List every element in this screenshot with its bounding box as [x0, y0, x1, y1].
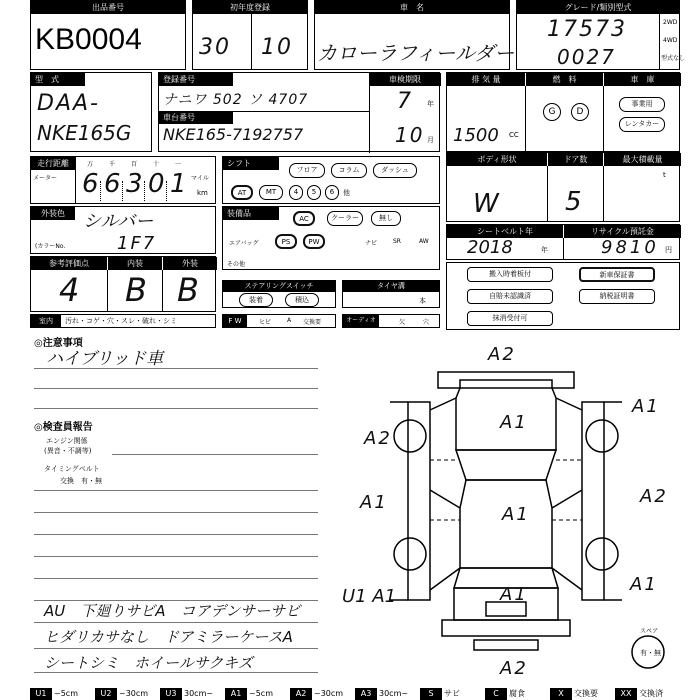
- legend-code: A3: [355, 688, 377, 700]
- car-name-box: [314, 0, 515, 70]
- inspector-engine: エンジン関係: [46, 437, 88, 445]
- inspector-title: ◎検査員報告: [34, 422, 93, 433]
- diagram-windshield: [456, 450, 556, 480]
- chassis-label: 車台番号: [159, 111, 233, 124]
- color-code-label: (カラーNo.: [35, 243, 66, 250]
- score-overall-label: 参考評価点: [31, 257, 107, 270]
- score-exterior-label: 外装: [162, 257, 217, 270]
- inspector-line-3: シートシミ ホイールサクキズ: [44, 654, 253, 672]
- legend-code: A1: [225, 688, 247, 700]
- equip-pw: PW: [303, 234, 325, 249]
- equip-cooler: クーラー: [327, 211, 363, 226]
- seatbelt-box: [446, 224, 680, 260]
- doc-cancel: 抹消受付可: [467, 311, 553, 326]
- shift-other: 他: [343, 189, 350, 197]
- inspector-line-2: ヒダリカサなし ドアミラーケースA: [44, 628, 293, 646]
- equip-sr: SR: [393, 238, 401, 245]
- color-label: 外装色: [31, 207, 75, 220]
- tire-unit: 本: [419, 297, 426, 305]
- registration-box: [158, 72, 440, 152]
- fuel-g: G: [543, 103, 561, 121]
- shift-label: シフト: [223, 157, 279, 170]
- fw-row-label: F W: [223, 315, 247, 327]
- legend-code: C: [485, 688, 507, 700]
- model-line2: NKE165G: [37, 121, 132, 145]
- first-registration-label: 初年度登録: [193, 1, 307, 14]
- fuel-d: D: [571, 103, 589, 121]
- mark-fl: A2: [364, 428, 392, 449]
- audio-row-hole: 穴: [423, 319, 430, 326]
- equipment-box: [222, 206, 440, 270]
- score-interior-label: 内装: [107, 257, 162, 270]
- mark-fr: A1: [632, 396, 660, 417]
- mark-front: A2: [488, 344, 516, 365]
- interior-row-label: 室内: [31, 315, 61, 327]
- fw-row-crack: ヒビ: [259, 319, 272, 326]
- color-value: シルバー: [83, 211, 154, 232]
- lot-number-box: [30, 0, 186, 70]
- legend-code: XX: [615, 688, 637, 700]
- score-overall: 4: [59, 271, 82, 309]
- grade-line1: 17573: [547, 17, 627, 42]
- mileage-unit-mile: マイル: [191, 175, 209, 182]
- legend-code: U3: [160, 688, 182, 700]
- spare-options: 有・無: [640, 649, 661, 657]
- legend-desc: 30cm~: [379, 689, 409, 698]
- first-registration-year: 30: [199, 35, 231, 60]
- legend-code: A2: [290, 688, 312, 700]
- mileage-unit-km: km: [197, 189, 208, 197]
- displacement-label: 排 気 量: [447, 73, 525, 86]
- legend-desc: 交換要: [574, 689, 598, 698]
- capacity-unit: t: [663, 171, 666, 179]
- displacement-value: 1500: [453, 125, 499, 146]
- seatbelt-unit: 年: [541, 246, 548, 254]
- body-type-label: ボディ形状: [447, 153, 547, 166]
- recycle-unit: 円: [665, 246, 672, 254]
- inspection-month-mark: 月: [427, 136, 434, 144]
- drive-2wd: 2WD: [663, 19, 678, 26]
- mileage-box: [30, 156, 216, 204]
- audio-row: [342, 314, 440, 328]
- mileage-unit-label: 千: [109, 161, 116, 168]
- diagram-wheel-fl: [394, 420, 426, 452]
- fuel-label: 燃 料: [525, 73, 603, 86]
- inspector-timing-sub: 交換 有・無: [60, 477, 102, 485]
- steering-box: [222, 280, 336, 308]
- drive-none: 型式なし: [661, 55, 686, 62]
- mileage-digit: 6: [82, 169, 99, 199]
- diagram-front-bumper: [438, 372, 574, 388]
- legend-desc: 30cm~: [184, 689, 214, 698]
- grade-label: グレード/類別型式: [517, 1, 679, 14]
- equip-navi: ナビ: [365, 240, 378, 247]
- docs-box: [446, 262, 680, 330]
- recycle-value: 9810: [601, 237, 659, 258]
- car-name-label: 車 名: [315, 1, 509, 14]
- legend-desc: サビ: [444, 689, 460, 698]
- doc-insurance: 自賠未認識済: [467, 289, 553, 304]
- mileage-digit: 6: [104, 169, 121, 199]
- color-code: 1F7: [117, 233, 157, 254]
- mark-trunk: A1: [500, 584, 528, 605]
- model-label: 型 式: [31, 73, 85, 86]
- shift-mt: MT: [259, 185, 283, 200]
- category-rental: レンタカー: [619, 117, 665, 132]
- equip-ac: AC: [293, 211, 315, 226]
- legend-bar: [30, 688, 680, 700]
- legend-desc: ~5cm: [54, 689, 78, 698]
- fw-row-a: A: [287, 317, 292, 324]
- mileage-unit-label: 百: [131, 161, 138, 168]
- capacity-label: 最大積載量: [603, 153, 681, 166]
- steering-fitted: 装着: [239, 293, 273, 307]
- registration-value: ナニワ 502 ソ 4707: [163, 92, 309, 108]
- displacement-box: [446, 72, 680, 152]
- mileage-label: 走行距離: [31, 157, 75, 170]
- inspection-label: 車検期限: [369, 73, 441, 86]
- seatbelt-label: シートベルト年: [447, 225, 563, 238]
- doc-plate: 搬入時着板付: [467, 267, 553, 282]
- mark-rear-right: A1: [630, 574, 658, 595]
- body-type-value: W: [473, 189, 501, 219]
- notes-title: ◎注意事項: [34, 338, 83, 349]
- mark-rside: A2: [640, 486, 668, 507]
- doc-warranty: 新車保証書: [579, 267, 655, 282]
- equip-ps: PS: [275, 234, 297, 249]
- mark-roof: A1: [502, 504, 530, 525]
- mark-hood: A1: [500, 412, 528, 433]
- color-box: [30, 206, 216, 254]
- audio-row-label: オーディオ: [343, 315, 379, 327]
- legend-code: U2: [95, 688, 117, 700]
- shift-floor: フロア: [289, 163, 325, 178]
- lot-number-label: 出品番号: [31, 1, 185, 14]
- mileage-digit: 3: [126, 169, 143, 199]
- diagram-wheel-fr: [586, 420, 618, 452]
- legend-code: U1: [30, 688, 52, 700]
- mileage-digit: 0: [148, 169, 165, 199]
- body-box: [446, 152, 680, 222]
- grade-box: [516, 0, 686, 70]
- mileage-unit-label: 十: [153, 161, 160, 168]
- inspection-month: 10: [395, 123, 425, 147]
- diagram-wheel-rl: [394, 538, 426, 570]
- mileage-unit-label: 万: [87, 161, 94, 168]
- model-line1: DAA-: [37, 91, 100, 116]
- grade-line2: 0027: [557, 45, 616, 69]
- inspection-year: 7: [397, 89, 413, 114]
- legend-code: S: [420, 688, 442, 700]
- equip-other: その他: [227, 261, 246, 268]
- inspector-engine-sub: (異音・不調等): [44, 447, 92, 455]
- mark-rear-bumper: A2: [500, 658, 528, 679]
- tire-label: タイヤ溝: [343, 281, 439, 292]
- legend-desc: ~30cm: [119, 689, 149, 698]
- score-exterior: B: [177, 271, 201, 309]
- mileage-digit: 1: [170, 169, 187, 199]
- steering-loaded: 積込: [285, 293, 319, 307]
- shift-4: 4: [289, 185, 303, 200]
- steering-label: ステアリングスイッチ: [223, 281, 335, 292]
- seatbelt-value: 2018: [467, 237, 513, 258]
- legend-code: X: [550, 688, 572, 700]
- displacement-unit: CC: [509, 131, 519, 139]
- inspector-timing: タイミングベルト: [44, 465, 100, 473]
- tire-box: [342, 280, 440, 308]
- mark-lside: A1: [360, 492, 388, 513]
- doc-tax: 納税証明書: [579, 289, 655, 304]
- interior-row-items: 汚れ・コゲ・穴・スレ・破れ・シミ: [65, 317, 177, 325]
- shift-column: コラム: [331, 163, 367, 178]
- score-box: [30, 256, 216, 312]
- interior-row: [30, 314, 216, 328]
- first-registration-month: 10: [261, 35, 293, 60]
- drive-4wd: 4WD: [663, 37, 678, 44]
- legend-desc: 腐食: [509, 689, 525, 698]
- first-registration-box: [192, 0, 308, 70]
- legend-desc: ~5cm: [249, 689, 273, 698]
- lot-number-value: KB0004: [35, 23, 142, 56]
- category-label: 車 庫: [603, 73, 681, 86]
- shift-box: [222, 156, 440, 204]
- diagram-rear-bumper: [442, 620, 570, 636]
- diagram-wheel-rr: [586, 538, 618, 570]
- equip-aw: AW: [419, 238, 429, 245]
- shift-6: 6: [325, 185, 339, 200]
- inspection-year-mark: 年: [427, 100, 434, 108]
- registration-label: 登録番号: [159, 73, 233, 86]
- legend-desc: 交換済: [639, 689, 663, 698]
- meter-label: メーター: [33, 175, 58, 182]
- equip-airbag: エアバッグ: [229, 240, 259, 247]
- mark-rear-left: U1 A1: [342, 586, 397, 607]
- fw-row: [222, 314, 336, 328]
- legend-desc: ~30cm: [314, 689, 344, 698]
- shift-at: AT: [231, 185, 253, 200]
- doors-value: 5: [565, 187, 584, 217]
- fw-row-replace: 交換要: [303, 319, 322, 326]
- spare-label: スペア: [640, 628, 659, 635]
- inspector-line-1: AU 下廻りサビA コアデンサーサビ: [44, 602, 301, 620]
- mileage-unit-label: 一: [175, 161, 182, 168]
- car-name-value: カローラフィールダー: [317, 41, 515, 65]
- recycle-label: リサイクル預託金: [563, 225, 681, 238]
- category-business: 事業用: [619, 97, 665, 112]
- chassis-value: NKE165-7192757: [163, 125, 304, 144]
- model-box: [30, 72, 152, 152]
- notes-text: ハイブリッド車: [46, 349, 164, 369]
- equipment-label: 装備品: [223, 207, 279, 220]
- audio-row-missing: 欠: [399, 319, 406, 326]
- shift-5: 5: [307, 185, 321, 200]
- shift-dash: ダッシュ: [373, 163, 417, 178]
- score-interior: B: [125, 271, 149, 309]
- doors-label: ドア数: [547, 153, 603, 166]
- equip-none: 無し: [371, 211, 401, 226]
